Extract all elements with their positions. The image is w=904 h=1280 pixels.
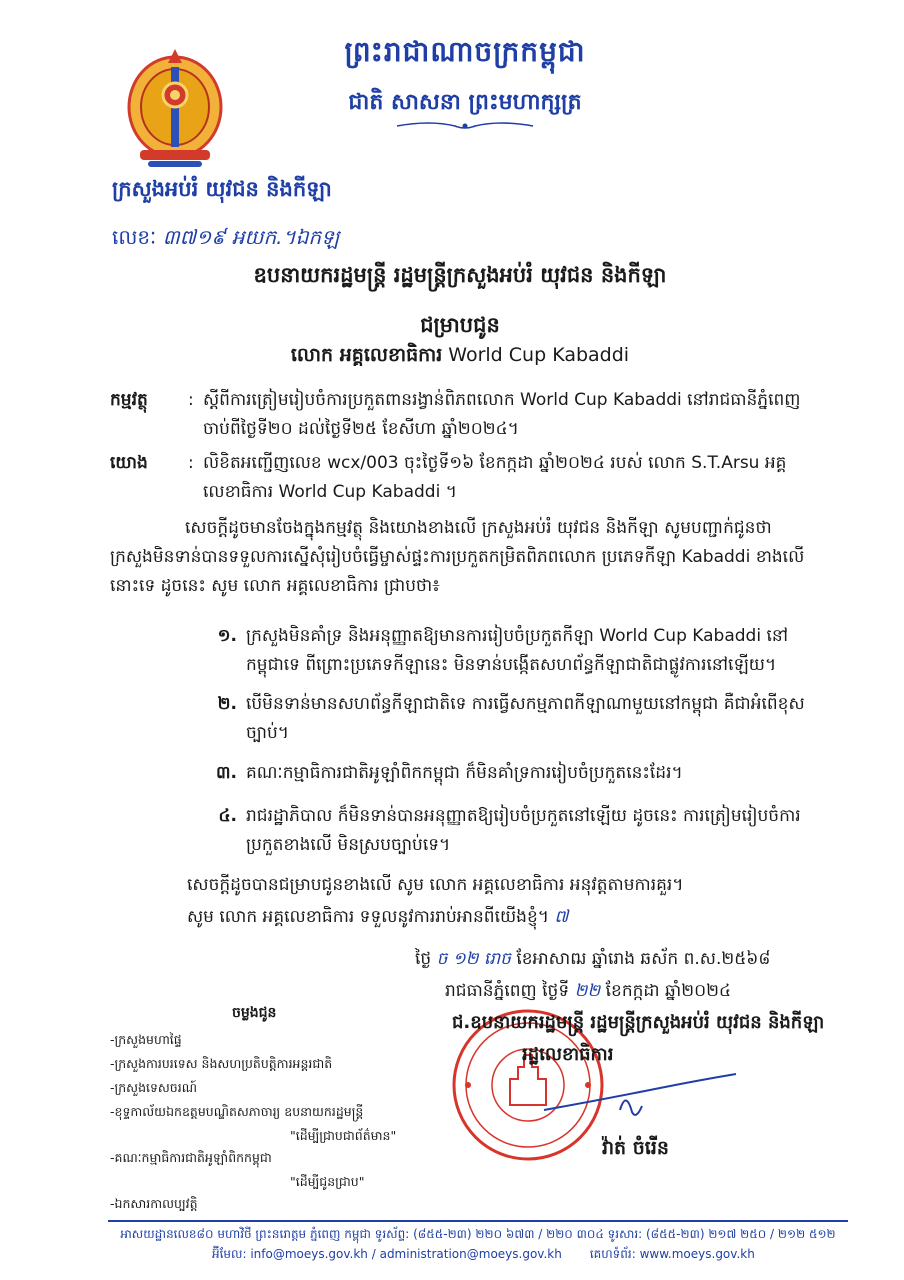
- footer-contacts: [212, 1246, 755, 1264]
- reference-label: លេខៈ: [112, 225, 157, 249]
- closing-line-1: សេចក្តីដូចបានជម្រាបជូនខាងលើ សូម លោក អគ្គលេខាធិការ អនុវត្តតាមការគួរ។: [187, 875, 684, 895]
- lunar-date-handwritten: ច ១២ រោច: [436, 949, 511, 969]
- cc-item: -ខុទ្ទកាល័យឯកឧត្តមបណ្ឌិតសភាចារ្យ ឧបនាយករដ្ឋមន្ត្រី: [110, 1104, 364, 1119]
- list-item: [0, 802, 904, 862]
- closing-line-2: [187, 906, 568, 931]
- reference-label-block: យោង: [110, 453, 148, 473]
- signer-title: ជ.ឧបនាយករដ្ឋមន្ត្រី រដ្ឋមន្ត្រីក្រសួងអប់រំ យុវជន និងកីឡា: [452, 1012, 825, 1033]
- list-item-number: ១.: [217, 626, 237, 646]
- body-paragraph: សេចក្តីដូចមានចែងក្នុងកម្មវត្ថុ និងយោងខាងលើ ក្រសួងអប់រំ យុវជន និងកីឡា សូមបញ្ជាក់ជូនថា ក្រសួងមិនទាន់បានទទួលការស្នើសុំរៀបចំធ្វើម្ចាស់ផ្ទះការប្រកួតកម្រិតពិភពលោក ប្រភេទកីឡា Kabaddi ខាងលើនោះទេ ដូចនេះ សូម លោក អគ្គលេខាធិការ ជ្រាបថា៖: [110, 518, 805, 596]
- handwritten-signature: [540, 1070, 740, 1130]
- ornament-divider-icon: [395, 118, 535, 132]
- recipient-title: លោក អគ្គលេខាធិការ: [290, 344, 443, 366]
- list-item-text: បើមិនទាន់មានសហព័ន្ធកីឡាជាតិទេ ការធ្វើសកម្មភាពកីឡាណាមួយនៅកម្ពុជា គឺជាអំពើខុសច្បាប់។: [246, 694, 805, 743]
- closing-mark: ៧: [554, 907, 569, 927]
- cc-item: -ក្រសួងទេសចរណ៍: [110, 1080, 197, 1095]
- footer-email[interactable]: អ៊ីមែល: info@moeys.gov.kh / administration@moeys.gov.kh: [212, 1247, 562, 1261]
- signer-name: វ៉ាត់ ចំរើន: [602, 1137, 669, 1159]
- recipient-org: World Cup Kabaddi: [448, 344, 630, 366]
- solar-date: [445, 980, 731, 1005]
- list-item: [0, 622, 904, 682]
- footer-website[interactable]: គេហទំព័រ: www.moeys.gov.kh: [589, 1247, 755, 1261]
- ministry-name: ក្រសួងអប់រំ យុវជន និងកីឡា: [112, 177, 332, 201]
- lunar-date-suffix: ខែអាសាឍ ឆ្នាំរោង ឆស័ក ព.ស.២៥៦៨: [516, 949, 771, 969]
- footer-divider: [108, 1220, 848, 1222]
- cc-note: "ដើម្បីជូនជ្រាប": [290, 1174, 365, 1189]
- subject-text: ស្តីពីការត្រៀមរៀបចំការប្រកួតពានរង្វាន់ពិភពលោក World Cup Kabaddi នៅរាជធានីភ្នំពេញ ចាប់ពីថ្ងៃទី២០ ដល់ថ្ងៃទី២៥ ខែសីហា ឆ្នាំ២០២៤។: [203, 390, 801, 439]
- signer-position: រដ្ឋលេខាធិការ: [522, 1044, 614, 1065]
- list-item: [0, 759, 904, 791]
- list-item-number: ២.: [217, 694, 237, 714]
- reference-colon: :: [188, 453, 194, 473]
- solar-date-suffix: ខែកក្កដា ឆ្នាំ២០២៤: [605, 981, 732, 1001]
- footer-address: អាសយដ្ឋានលេខ៨០ មហាវិថី ព្រះនរោត្តម ភ្នំពេញ កម្ពុជា ទូរស័ព្ទ: (៨៥៥-២៣) ២២០ ៦៧៣ / ២២០ ៣០៤ ទូរសារ: (៨៥៥-២៣) ២១៧ ២៥០ / ២១២ ៥១២: [120, 1227, 836, 1241]
- sender-title: ឧបនាយករដ្ឋមន្ត្រី រដ្ឋមន្ត្រីក្រសួងអប់រំ យុវជន និងកីឡា: [253, 263, 667, 287]
- cc-note: "ដើម្បីជ្រាបជាព័ត៌មាន": [290, 1128, 397, 1143]
- solar-date-prefix: រាជធានីភ្នំពេញ ថ្ងៃទី: [445, 981, 570, 1001]
- cc-item: -គណៈកម្មាធិការជាតិអូឡាំពិកកម្ពុជា: [110, 1150, 272, 1165]
- cc-title: ចម្លងជូន: [232, 1005, 277, 1021]
- list-item: [0, 690, 904, 750]
- cc-item: -ក្រសួងមហាផ្ទៃ: [110, 1032, 182, 1047]
- closing-text: សូម លោក អគ្គលេខាធិការ ទទួលនូវការរាប់អានពីយើងខ្ញុំ។: [187, 907, 549, 927]
- reference-text: លិខិតអញ្ជើញលេខ wcx/003 ចុះថ្ងៃទី១៦ ខែកក្កដា ឆ្នាំ២០២៤ របស់ លោក S.T.Arsu អគ្គលេខាធិការ World Cup Kabaddi ។: [203, 453, 787, 502]
- recipient: [110, 343, 810, 371]
- royal-arms-emblem-icon: [120, 45, 230, 175]
- solar-date-handwritten: ២២: [574, 981, 601, 1001]
- list-item-number: ៣.: [216, 763, 237, 783]
- list-item-text: រាជរដ្ឋាភិបាល ក៏មិនទាន់បានអនុញ្ញាតឱ្យរៀបចំប្រកួតនៅឡើយ ដូចនេះ ការត្រៀមរៀបចំការប្រកួតខាងលើ មិនស្របច្បាប់ទេ។: [246, 806, 801, 855]
- salutation: ជម្រាបជូន: [420, 313, 500, 337]
- reference-number: [112, 224, 339, 254]
- lunar-date-prefix: ថ្ងៃ: [415, 949, 432, 969]
- lunar-date: [415, 948, 770, 973]
- list-item-number: ៤.: [218, 806, 237, 826]
- kingdom-title: ព្រះរាជាណាចក្រកម្ពុជា: [344, 35, 586, 68]
- subject-colon: :: [188, 390, 194, 410]
- list-item-text: គណៈកម្មាធិការជាតិអូឡាំពិកកម្ពុជា ក៏មិនគាំទ្រការរៀបចំប្រកួតនេះដែរ។: [246, 763, 683, 783]
- cc-item: -ឯកសារកាលប្បវត្តិ: [110, 1196, 198, 1211]
- reference-value: ៣៧១៩ អយក.។ឯកឡ: [162, 225, 340, 249]
- subject-label: កម្មវត្ថុ: [110, 390, 148, 410]
- cc-item: -ក្រសួងការបរទេស និងសហប្រតិបត្តិការអន្តរជាតិ: [110, 1056, 333, 1071]
- national-motto: ជាតិ សាសនា ព្រះមហាក្សត្រ: [348, 90, 582, 115]
- list-item-text: ក្រសួងមិនគាំទ្រ និងអនុញ្ញាតឱ្យមានការរៀបចំប្រកួតកីឡា World Cup Kabaddi នៅកម្ពុជាទេ ពីព្រោះប្រភេទកីឡានេះ មិនទាន់បង្កើតសហព័ន្ធកីឡាជាតិជាផ្លូវការនៅឡើយ។: [246, 626, 789, 675]
